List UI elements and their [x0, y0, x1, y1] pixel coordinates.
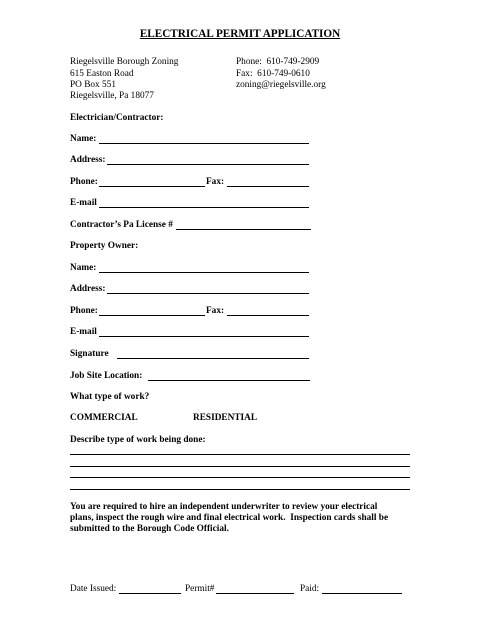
contractor-email-label: E-mail — [70, 198, 97, 208]
job-site-label: Job Site Location: — [70, 371, 143, 381]
permit-number-label: Permit# — [185, 584, 215, 594]
date-issued-label: Date Issued: — [70, 584, 117, 594]
notice-line-2: plans, inspect the rough wire and final electrical work. Inspection cards shall be — [70, 513, 389, 523]
contractor-fax-field[interactable] — [227, 186, 309, 187]
describe-work-line-1[interactable] — [70, 454, 410, 455]
notice-line-3: submitted to the Borough Code Official. — [70, 524, 229, 534]
describe-work-line-2[interactable] — [70, 466, 410, 467]
owner-address-label: Address: — [70, 284, 106, 294]
contractor-email-field[interactable] — [99, 207, 309, 208]
paid-label: Paid: — [300, 584, 320, 594]
work-type-question: What type of work? — [70, 392, 150, 402]
contractor-address-field[interactable] — [107, 164, 309, 165]
permit-number-field[interactable] — [216, 593, 294, 594]
owner-fax-label: Fax: — [206, 306, 225, 316]
office-city: Riegelsville, Pa 18077 — [70, 91, 154, 101]
notice-line-1: You are required to hire an independent underwriter to review your electrical — [70, 502, 378, 512]
contractor-license-field[interactable] — [176, 229, 311, 230]
owner-address-field[interactable] — [107, 293, 309, 294]
contractor-name-label: Name: — [70, 134, 97, 144]
office-po-box: PO Box 551 — [70, 80, 116, 90]
owner-heading: Property Owner: — [70, 241, 139, 251]
office-fax: Fax: 610-749-0610 — [236, 69, 310, 79]
contractor-license-label: Contractor’s Pa License # — [70, 220, 173, 230]
office-street: 615 Easton Road — [70, 69, 134, 79]
owner-name-field[interactable] — [99, 272, 309, 273]
describe-work-line-3[interactable] — [70, 477, 410, 478]
contractor-heading: Electrician/Contractor: — [70, 113, 164, 123]
contractor-address-label: Address: — [70, 155, 106, 165]
office-phone: Phone: 610-749-2909 — [236, 57, 320, 67]
contractor-phone-label: Phone: — [70, 177, 98, 187]
contractor-phone-field[interactable] — [99, 186, 205, 187]
owner-name-label: Name: — [70, 263, 97, 273]
owner-phone-field[interactable] — [99, 315, 205, 316]
contractor-fax-label: Fax: — [206, 177, 225, 187]
work-type-residential[interactable]: RESIDENTIAL — [193, 413, 258, 423]
owner-email-field[interactable] — [99, 336, 309, 337]
office-email: zoning@riegelsville.org — [236, 80, 326, 90]
date-issued-field[interactable] — [119, 593, 181, 594]
owner-email-label: E-mail — [70, 327, 97, 337]
owner-fax-field[interactable] — [227, 315, 309, 316]
owner-phone-label: Phone: — [70, 306, 98, 316]
contractor-name-field[interactable] — [99, 143, 309, 144]
paid-field[interactable] — [322, 593, 402, 594]
page-title: ELECTRICAL PERMIT APPLICATION — [139, 28, 341, 40]
describe-work-line-4[interactable] — [70, 489, 410, 490]
signature-label: Signature — [70, 349, 109, 359]
work-type-commercial[interactable]: COMMERCIAL — [70, 413, 138, 423]
job-site-field[interactable] — [148, 380, 310, 381]
signature-field[interactable] — [117, 358, 309, 359]
office-name: Riegelsville Borough Zoning — [70, 57, 179, 67]
describe-work-label: Describe type of work being done: — [70, 435, 206, 445]
